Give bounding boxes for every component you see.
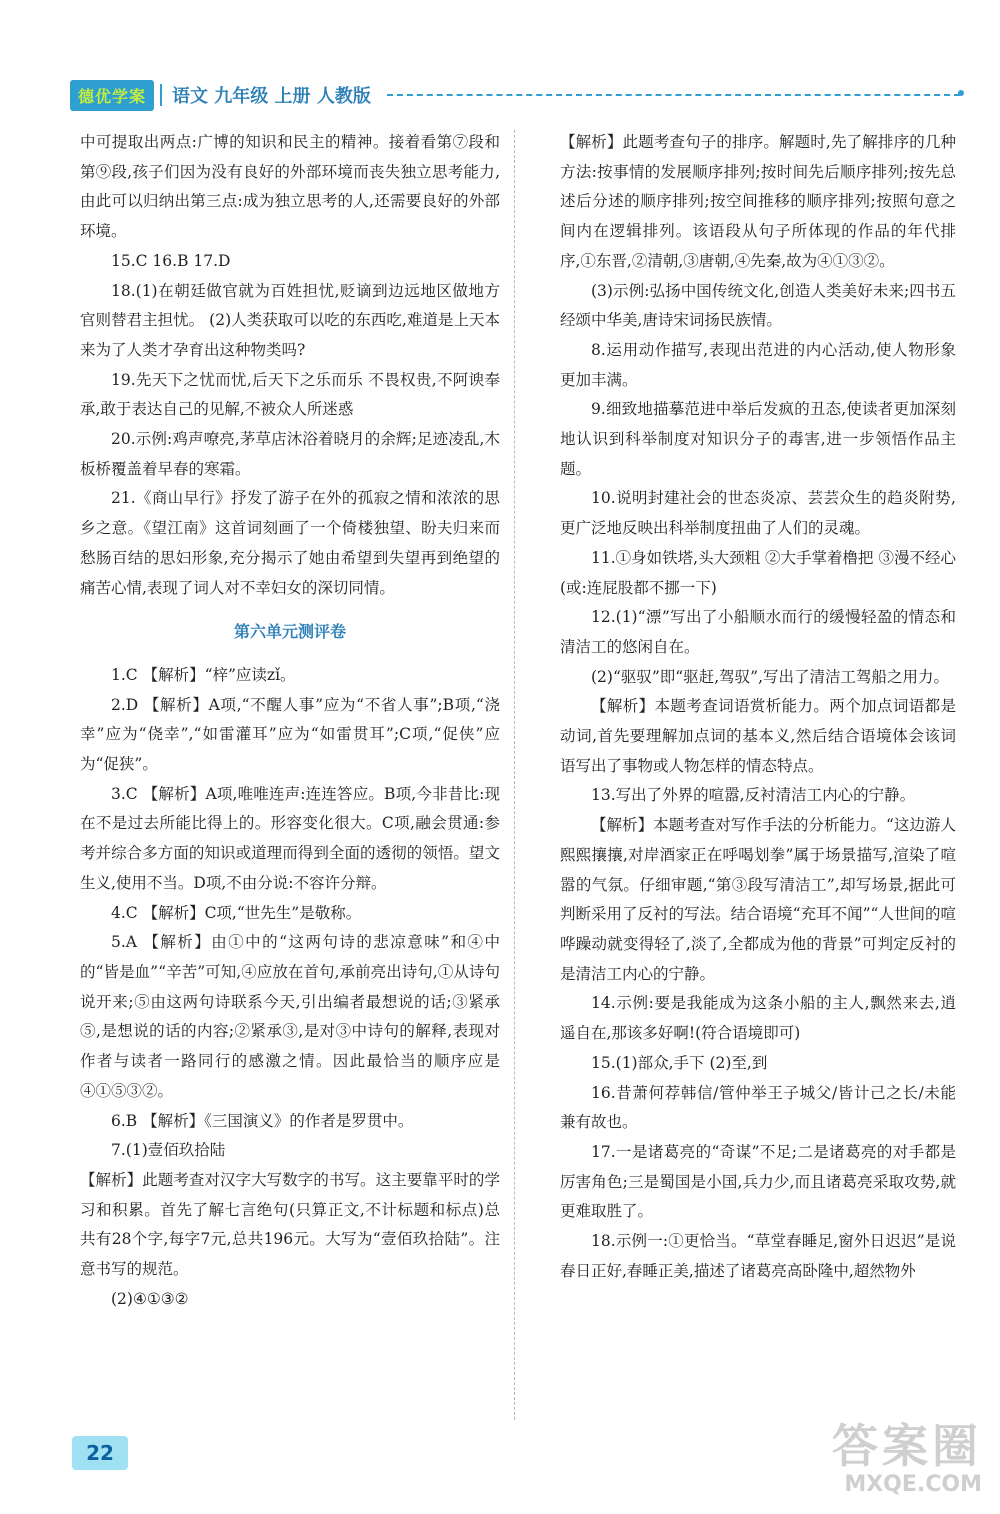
answer-paragraph: 16.昔萧何荐韩信/管仲举王子城父/皆计己之长/未能兼有故也。: [560, 1083, 956, 1132]
answer-paragraph: 5.A 【解析】由①中的“这两句诗的悲凉意味”和④中的“皆是血”“辛苦”可知,④应放在首句,承前亮出诗句,①从诗句说开来;⑤由这两句诗联系今天,引出编者最想说的话;③紧承⑤,是想说的话的内容;②紧承③,是对③中诗句的解释,表现对作者与读者一路同行的感激之情。因此最恰当的顺序应是④①⑤③②。: [80, 933, 500, 1100]
watermark-logo: [792, 1420, 982, 1506]
answer-paragraph: 18.(1)在朝廷做官就为百姓担忧,贬谪到边远地区做地方官则替君主担忧。 (2)人类获取可以吃的东西吃,难道是上天本来为了人类才孕育出这种物类吗?: [80, 281, 500, 359]
page-number: 22: [72, 1436, 128, 1470]
book-logo: 德优学案: [70, 80, 154, 111]
page-header: [70, 78, 960, 112]
book-title: 语文 九年级 上册 人教版: [172, 86, 371, 107]
answer-paragraph: 7.(1)壹佰玖拾陆: [111, 1141, 226, 1160]
answer-paragraph: 12.(1)“漂”写出了小船顺水而行的缓慢轻盈的情态和清洁工的悠闲自在。: [560, 608, 956, 656]
answer-paragraph: 中可提取出两点:广博的知识和民主的精神。接着看第⑦段和第⑨段,孩子们因为没有良好的外部环境而丧失独立思考能力,由此可以归纳出第三点:成为独立思考的人,还需要良好的外部环境。: [80, 133, 500, 241]
answer-paragraph: 6.B 【解析】《三国演义》的作者是罗贯中。: [111, 1111, 414, 1130]
answer-paragraph: 8.运用动作描写,表现出范进的内心活动,使人物形象更加丰满。: [560, 340, 956, 389]
answer-paragraph: 【解析】此题考查对汉字大写数字的书写。这主要靠平时的学习和积累。首先了解七言绝句(只算正文,不计标题和标点)总共有28个字,每字7元,总共196元。大写为“壹佰玖拾陆”。注意书写的规范。: [80, 1170, 500, 1279]
answer-paragraph: 15.C 16.B 17.D: [111, 251, 231, 270]
answer-paragraph: 2.D 【解析】A项,“不醒人事”应为“不省人事”;B项,“浇幸”应为“侥幸”,“如雷灌耳”应为“如雷贯耳”;C项,“促侠”应为“促狭”。: [80, 695, 500, 774]
answer-paragraph: (3)示例:弘扬中国传统文化,创造人类美好未来;四书五经颂中华美,唐诗宋词扬民族情。: [560, 281, 956, 330]
column-divider: [514, 130, 515, 1420]
answer-paragraph: 15.(1)部众,手下 (2)至,到: [591, 1053, 768, 1072]
header-dashed-rule: [387, 94, 960, 96]
answer-paragraph: 14.示例:要是我能成为这条小船的主人,飘然来去,逍遥自在,那该多好啊!(符合语境即可): [560, 994, 956, 1043]
header-dot-icon: [958, 90, 964, 96]
watermark-text: 答案圈: [832, 1419, 982, 1473]
answer-paragraph: 19.先天下之忧而忧,后天下之乐而乐 不畏权贵,不阿谀奉承,敢于表达自己的见解,不被众人所迷惑: [80, 370, 500, 419]
section-title: 第六单元测评卷: [233, 622, 346, 642]
answer-paragraph: 4.C 【解析】C项,“世先生”是敬称。: [111, 903, 362, 922]
answer-paragraph: 11.①身如铁塔,头大颈粗 ②大手掌着橹把 ③漫不经心(或:连屁股都不挪一下): [560, 548, 956, 597]
watermark-url: MXQE.COM: [844, 1472, 982, 1497]
answer-paragraph: 1.C 【解析】“梓”应读zǐ。: [111, 665, 296, 684]
answer-paragraph: 20.示例:鸡声嘹亮,茅草店沐浴着晓月的余辉;足迹凌乱,木板桥覆盖着早春的寒霜。: [80, 430, 500, 478]
answer-paragraph: (2)④①③②: [111, 1289, 189, 1308]
answer-paragraph: 21.《商山早行》抒发了游子在外的孤寂之情和浓浓的思乡之意。《望江南》这首词刻画了一个倚楼独望、盼夫归来而愁肠百结的思妇形象,充分揭示了她由希望到失望再到绝望的痛苦心情,表现了词人对不幸妇女的深切同情。: [80, 489, 500, 597]
answer-paragraph: 【解析】本题考查对写作手法的分析能力。“这边游人熙熙攘攘,对岸酒家正在呼喝划拳”属于场景描写,渲染了喧嚣的气氛。仔细审题,“第③段写清洁工”,却写场景,据此可判断采用了反衬的写法。结合语境“充耳不闻”“人世间的喧哗躁动就变得轻了,淡了,全都成为他的背景”可判定反衬的是清洁工内心的宁静。: [560, 816, 956, 983]
answer-paragraph: (2)“驱驭”即“驱赶,驾驭”,写出了清洁工驾船之用力。: [591, 667, 950, 686]
right-column: [560, 128, 956, 1428]
answer-paragraph: 10.说明封建社会的世态炎凉、芸芸众生的趋炎附势,更广泛地反映出科举制度扭曲了人们的灵魂。: [560, 489, 956, 538]
answer-paragraph: 17.一是诸葛亮的“奇谋”不足;二是诸葛亮的对手都是厉害角色;三是蜀国是小国,兵力少,而且诸葛亮采取攻势,就更难取胜了。: [560, 1142, 956, 1221]
answer-paragraph: 13.写出了外界的喧嚣,反衬清洁工内心的宁静。: [591, 786, 916, 805]
answer-paragraph: 【解析】此题考查句子的排序。解题时,先了解排序的几种方法:按事情的发展顺序排列;按时间先后顺序排列;按先总述后分述的顺序排列;按空间推移的顺序排列;按照句意之间内在逻辑排列。该语段从句子所体现的作品的年代排序,①东晋,②清朝,③唐朝,④先秦,故为④①③②。: [560, 133, 956, 270]
answer-paragraph: 18.示例一:①更恰当。“草堂春睡足,窗外日迟迟”是说春日正好,春睡正美,描述了诸葛亮高卧隆中,超然物外: [560, 1232, 956, 1280]
answer-paragraph: 3.C 【解析】A项,唯唯连声:连连答应。B项,今非昔比:现在不是过去所能比得上的。形容变化很大。C项,融会贯通:参考并综合多方面的知识或道理而得到全面的透彻的领悟。望文生义,使用不当。D项,不由分说:不容许分辩。: [80, 784, 500, 892]
answer-paragraph: 9.细致地描摹范进中举后发疯的丑态,使读者更加深刻地认识到科举制度对知识分子的毒害,进一步领悟作品主题。: [560, 400, 956, 478]
left-column: [80, 128, 500, 1428]
header-divider: [160, 84, 162, 106]
answer-paragraph: 【解析】本题考查词语赏析能力。两个加点词语都是动词,首先要理解加点词的基本义,然后结合语境体会该词语写出了事物或人物怎样的情态特点。: [560, 697, 956, 775]
